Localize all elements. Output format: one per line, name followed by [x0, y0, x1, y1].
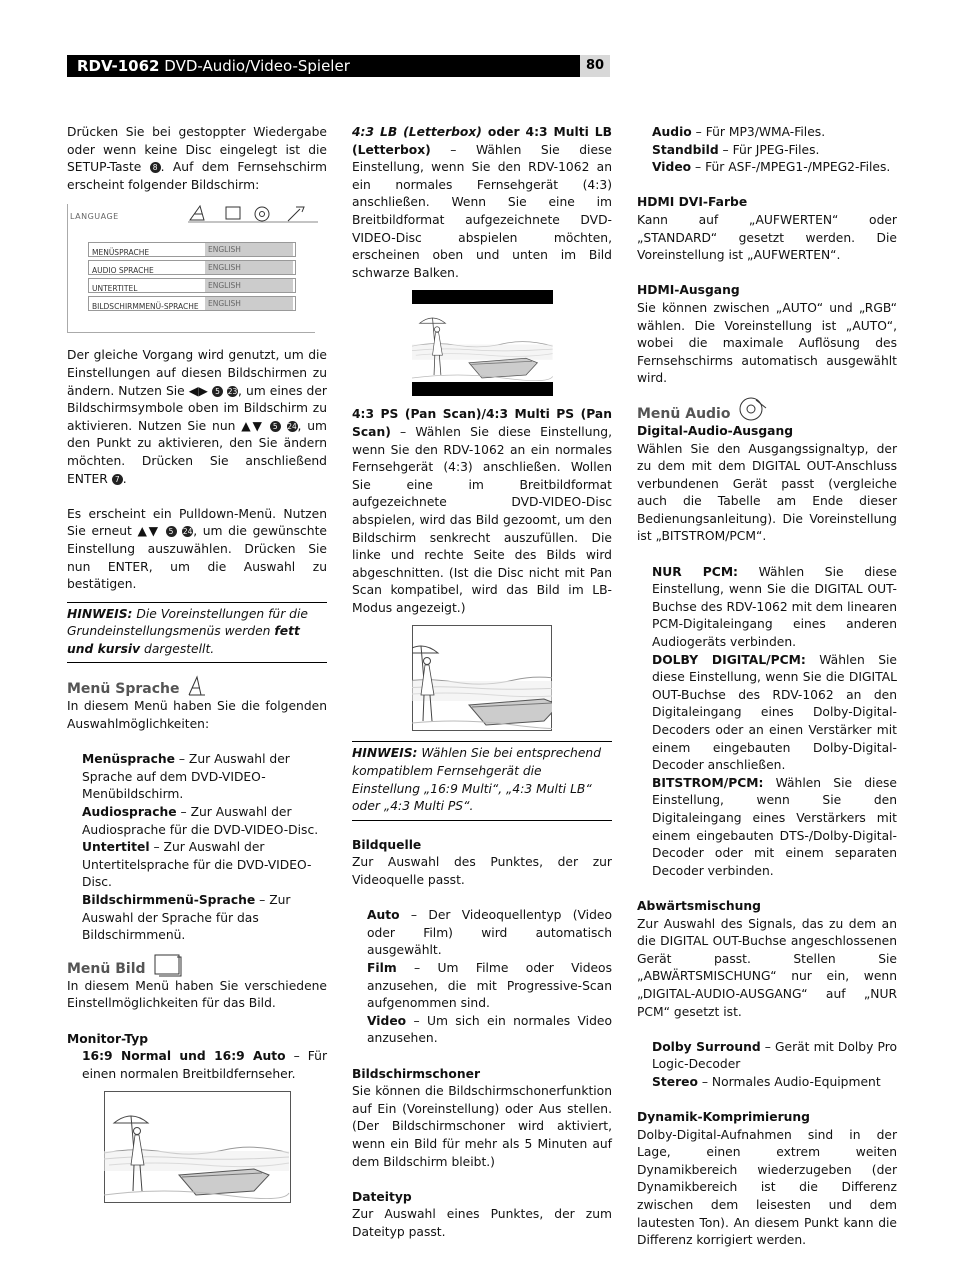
model-name: RDV-1062: [77, 57, 160, 75]
column-3: [637, 124, 897, 1250]
dateityp-items: [637, 124, 897, 177]
key-5-icon: 5: [270, 421, 281, 432]
list-item: BITSTROM/PCM: Wählen Sie diese Einstellung, wenn Sie den Digitaleingang eines Verstärkers mit einem eingebauten DTS-/Dolby-Digital-Decoder oder mit einem separaten Decoder verbinden.: [652, 775, 897, 878]
letterbox-item: 4:3 LB (Letterbox) oder 4:3 Multi LB (Letterbox) – Wählen Sie diese Einstellung, wenn Sie den RDV-1062 an ein normales Fernsehgerät (4:3) anschließen. Wenn Sie eine im Breitbildformat aufgezeichnete DVD-VIDEO-Disc abspielen möchten, erscheinen oben und unten im Bild schwarze Balken.: [352, 125, 613, 280]
key-7-icon: 7: [112, 474, 123, 485]
heading-menu-audio: Menü Audio: [637, 396, 897, 423]
list-item: Film – Um Filme oder Videos anzusehen, die mit Progressive-Scan aufgenommen sind.: [367, 961, 612, 1011]
heading-menu-bild: Menü Bild: [67, 953, 327, 978]
list-item: Untertitel – Zur Auswahl der Untertitelsprache für die DVD-VIDEO-Disc.: [82, 840, 312, 890]
menu-row-bildschirmmenue: BILDSCHIRMMENÜ-SPRACHE ENGLISH: [88, 296, 296, 311]
monitor-typ-item: 16:9 Normal und 16:9 Auto – Für einen normalen Breitbildfernseher.: [82, 1049, 328, 1081]
column-1: [67, 124, 327, 1213]
menu-title: LANGUAGE: [70, 212, 119, 222]
bildquelle-intro: Zur Auswahl des Punktes, der zur Videoquelle passt.: [352, 855, 612, 888]
key-5-icon: 5: [166, 526, 177, 537]
heading-menu-sprache: Menü Sprache: [67, 675, 327, 698]
menu-row-audiosprache: AUDIO SPRACHE ENGLISH: [88, 260, 296, 275]
list-item: Stereo – Normales Audio-Equipment: [652, 1074, 881, 1089]
list-item: Video – Für ASF-/MPEG1-/MPEG2-Files.: [652, 160, 891, 175]
hdmi-ausgang-heading: HDMI-Ausgang: [637, 283, 740, 298]
picture-icon: [153, 953, 183, 977]
list-item: NUR PCM: Wählen Sie diese Einstellung, wenn Sie die DIGITAL OUT-Buchse des RDV-1062 mit dem linearen PCM-Digitaleingang eines anderen Audiogeräts verbinden.: [652, 564, 897, 650]
menu-row-menusprache: MENÜSPRACHE ENGLISH: [88, 242, 296, 257]
list-item: Dolby Surround – Gerät mit Dolby Pro Logic-Decoder: [652, 1039, 897, 1072]
digital-audio-items: [637, 564, 897, 881]
panscan-item: 4:3 PS (Pan Scan)/4:3 Multi PS (Pan Scan) – Wählen Sie diese Einstellung, wenn Sie den RDV-1062 an ein normales Fernsehgerät (4:3) anschließen. Wollen Sie eine im Breitbildformat aufgezeichnete DVD-VIDEO-Disc abspielen, wird das Bild gezoomt, um den Bildschirm senkrecht auszufüllen. Die linke und rechte Seite des Bilds wird abgeschnitten. (Ist die Disc nicht mit Pan Scan kompatibel, wird das Bild im LB-Modus angezeigt.): [352, 407, 612, 615]
abwaertsmischung-heading: Abwärtsmischung: [637, 898, 761, 913]
page-number: 80: [580, 55, 610, 77]
key-24-icon: 24: [182, 527, 193, 537]
sprache-intro: In diesem Menü haben Sie die folgenden Auswahlmöglichkeiten:: [67, 699, 327, 732]
bildschirmschoner-heading: Bildschirmschoner: [352, 1066, 481, 1081]
list-item: DOLBY DIGITAL/PCM: Wählen Sie diese Einstellung, wenn Sie die DIGITAL OUT-Buchse des RDV-1062 an den Digitaleingang eines Dolby-Digital-Decoders oder an einen Verstärker mit einem eingebauten Dolby-Digital-Decoder anschließen.: [652, 652, 897, 773]
header-subtitle: DVD-Audio/Video-Spieler: [164, 57, 350, 75]
procedure-paragraph: Der gleiche Vorgang wird genutzt, um die Einstellungen auf diesen Bildschirmen zu ändern. Nutzen Sie ◀▶ 5 23, um eines der Bildschirmsymbole oben im Bildschirm zu aktivieren. Nutzen Sie nun ▲▼ 5 24, um den Punkt zu aktivieren, den Sie ändern möchten. Drücken Sie anschließend ENTER 7 .: [67, 348, 327, 486]
setup-key-icon: 8: [150, 162, 161, 173]
page-header: [67, 55, 610, 77]
abwaertsmischung-items: [637, 1039, 897, 1092]
digital-audio-text: Wählen Sie den Ausgangssignaltyp, der zu dem mit dem DIGITAL OUT-Anschluss verbundenen Gerät passt (vergleiche auch die Tabelle am Ende dieser Bedienungsanleitung). Die Voreinstellung ist „BITSTROM/PCM“.: [637, 441, 897, 544]
letterbox-illustration: [412, 290, 553, 396]
intro-paragraph: Drücken Sie bei gestoppter Wiedergabe oder wenn keine Disc eingelegt ist die SETUP-Taste 8 . Auf dem Fernsehschirm erscheint folgender Bildschirm:: [67, 125, 327, 192]
monitor-typ-heading: Monitor-Typ: [67, 1031, 149, 1046]
dynamik-text: Dolby-Digital-Aufnahmen sind in der Lage, einen extrem weiten Dynamikbereich wiederzugeben (der Dynamikbereich ist die Differenz zwischen dem leisesten und dem lautesten Ton). An diesem Punkt kann die Differenz korrigiert werden.: [637, 1127, 897, 1248]
sprache-items: [67, 751, 327, 945]
column-2: [352, 124, 612, 1242]
hdmi-dvi-heading: HDMI DVI-Farbe: [637, 195, 748, 210]
key-5-icon: 5: [212, 386, 223, 397]
pulldown-paragraph: Es erscheint ein Pulldown-Menü. Nutzen Sie erneut ▲▼ 5 24, um die gewünschte Einstellung auszuwählen. Drücken Sie nun ENTER, um die Auswahl zu bestätigen.: [67, 506, 327, 592]
language-icon: [187, 675, 207, 697]
hdmi-dvi-text: Kann auf „AUFWERTEN“ oder „STANDARD“ gesetzt werden. Die Voreinstellung ist „AUFWERTEN“.: [637, 212, 897, 263]
bildquelle-heading: Bildquelle: [352, 837, 422, 852]
bildschirmschoner-text: Sie können die Bildschirmschonerfunktion auf Ein (Voreinstellung) oder Aus stellen. (Der Bildschirmschoner wird aktiviert, wenn ein Bild für mehr als 5 Minuten auf dem Bildschirm bleibt.): [352, 1084, 612, 1169]
list-item: Video – Um sich ein normales Video anzusehen.: [367, 1013, 612, 1046]
list-item: Bildschirmmenü-Sprache – Zur Auswahl der Sprache für das Bildschirmmenü.: [82, 893, 291, 943]
bild-intro: In diesem Menü haben Sie verschiedene Einstellmöglichkeiten für das Bild.: [67, 978, 327, 1011]
key-24-icon: 24: [287, 421, 297, 431]
note-box: HINWEIS: Die Voreinstellungen für die Grundeinstellungsmenüs werden fett und kursiv dargestellt.: [67, 602, 327, 664]
note-box-2: HINWEIS: Wählen Sie bei entsprechend kompatiblem Fernsehgerät die Einstellung „16:9 Multi“, „4:3 Multi LB“ oder „4:3 Multi PS“.: [352, 741, 612, 820]
dynamik-heading: Dynamik-Komprimierung: [637, 1110, 810, 1125]
dateityp-heading: Dateityp: [352, 1189, 412, 1204]
dateityp-text: Zur Auswahl eines Punktes, der zum Dateityp passt.: [352, 1207, 612, 1239]
list-item: Audio – Für MP3/WMA-Files.: [652, 125, 826, 139]
key-23-icon: 23: [227, 386, 238, 396]
list-item: Audiosprache – Zur Auswahl der Audiosprache für die DVD-VIDEO-Disc.: [82, 805, 319, 837]
language-menu-screenshot: [67, 204, 315, 333]
header-title: [77, 57, 350, 75]
hdmi-ausgang-text: Sie können zwischen „AUTO“ und „RGB“ wählen. Die Voreinstellung ist „AUTO“, wobei die maximale Auflösung des Fernsehschirms automatisch ausgewählt wird.: [637, 300, 897, 386]
abwaertsmischung-text: Zur Auswahl des Signals, das zu dem an die DIGITAL OUT-Buchse angeschlossenen Gerät passt. Stellen Sie „ABWÄRTSMISCHUNG“ nur ein, wenn „DIGITAL-AUDIO-AUSGANG“ auf „NUR PCM“ gesetzt ist.: [637, 916, 897, 1019]
list-item: Auto – Der Videoquellentyp (Video oder Film) wird automatisch ausgewählt.: [367, 908, 612, 958]
list-item: Menüsprache – Zur Auswahl der Sprache auf dem DVD-VIDEO-Menübildschirm.: [82, 752, 290, 802]
menu-tab-icons: [188, 204, 318, 226]
menu-row-untertitel: UNTERTITEL ENGLISH: [88, 278, 296, 293]
digital-audio-heading: Digital-Audio-Ausgang: [637, 423, 794, 438]
panscan-illustration: [412, 625, 552, 731]
bildquelle-items: [352, 907, 612, 1048]
wide-screen-illustration: [104, 1091, 291, 1203]
audio-disc-icon: [738, 396, 768, 422]
list-item: Standbild – Für JPEG-Files.: [652, 142, 820, 157]
